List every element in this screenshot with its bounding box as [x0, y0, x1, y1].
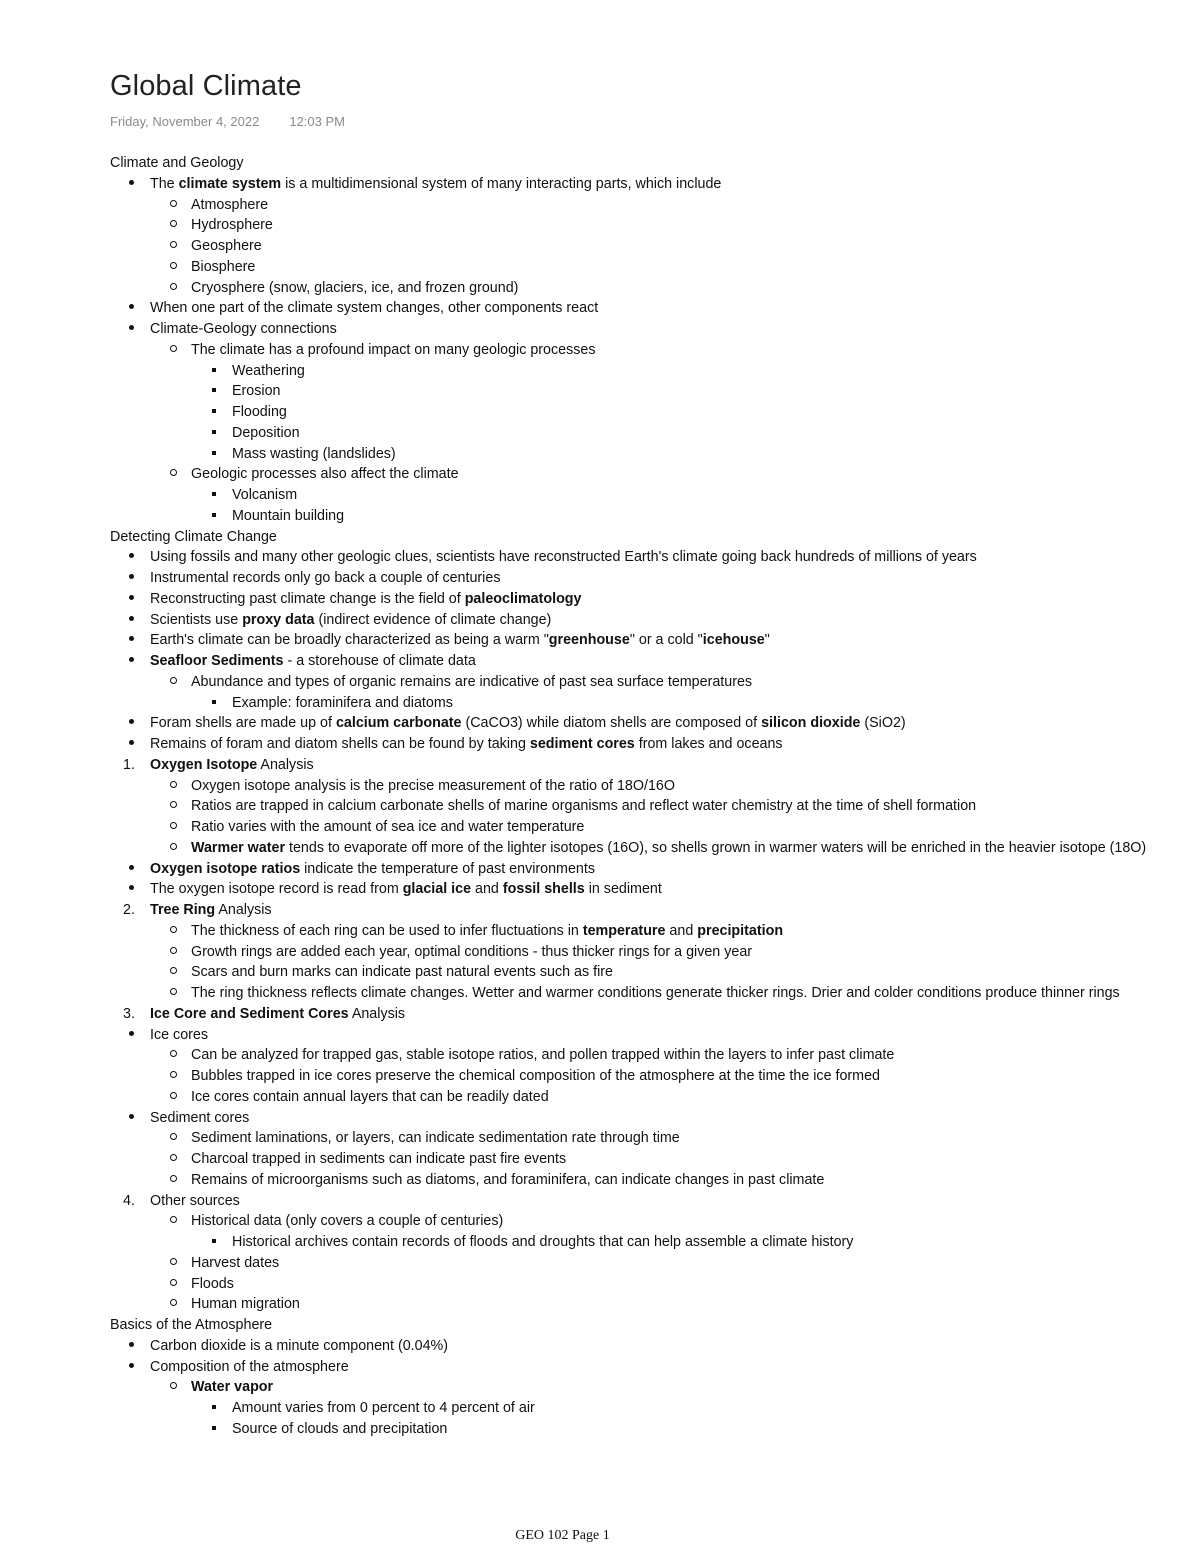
circle-marker-icon [170, 1274, 177, 1295]
text-segment: Ice cores [150, 1026, 209, 1043]
bullet-marker-icon [129, 651, 134, 672]
bullet-marker-icon [129, 713, 134, 734]
circle-marker-icon [170, 1294, 177, 1315]
list-item [110, 1294, 1190, 1315]
list-item [110, 1253, 1190, 1274]
text-segment: Analysis [348, 1005, 406, 1022]
list-item [110, 713, 1190, 734]
bullet-marker-icon [129, 1336, 134, 1357]
text-segment: Charcoal trapped in sediments can indicate past fire events [191, 1151, 567, 1167]
text-segment: and [471, 881, 503, 898]
bullet-marker-icon [129, 1108, 134, 1129]
list-item [110, 215, 1190, 236]
text-segment: Using fossils and many other geologic clues, scientists have reconstructed Earth's climate going back hundreds of millions of years [150, 549, 977, 566]
list-item [110, 693, 1190, 714]
circle-marker-icon [170, 1128, 177, 1149]
page-footer: GEO 102 Page 1 [515, 1528, 610, 1543]
bold-term: Water vapor [191, 1379, 274, 1396]
bold-term: Warmer water [191, 839, 286, 856]
square-marker-icon [212, 1232, 216, 1253]
circle-marker-icon [170, 776, 177, 797]
text-segment: Other sources [150, 1192, 240, 1209]
text-segment: Amount varies from 0 percent to 4 percent of air [232, 1400, 535, 1416]
circle-marker-icon [170, 672, 177, 693]
list-item [110, 1025, 1190, 1046]
bold-term: Ice Core and Sediment Cores [150, 1005, 349, 1022]
list-item [110, 423, 1190, 444]
list-number: 4. [123, 1192, 135, 1209]
list-item [110, 776, 1190, 797]
text-segment: Weathering [232, 362, 305, 379]
text-segment: " or a cold " [629, 632, 703, 649]
list-item [110, 1232, 1190, 1253]
list-item [110, 589, 1190, 610]
text-segment: Scars and burn marks can indicate past natural events such as fire [191, 964, 613, 981]
text-segment: Instrumental records only go back a couple of centuries [150, 570, 501, 586]
text-segment: The climate has a profound impact on many geologic processes [191, 341, 596, 358]
list-item [110, 278, 1190, 299]
list-item [110, 859, 1190, 880]
bold-term: calcium carbonate [335, 715, 462, 732]
text-segment: Climate and Geology [110, 155, 244, 171]
list-item [110, 610, 1190, 631]
circle-marker-icon [170, 983, 177, 1004]
circle-marker-icon [170, 257, 177, 278]
text-segment: tends to evaporate off more of the lighter isotopes (16O), so shells grown in warmer waters will be enriched in the heavier isotope (18O) [285, 839, 1147, 856]
bold-term: climate system [178, 175, 282, 192]
list-number: 3. [123, 1005, 135, 1022]
list-item [110, 672, 1190, 693]
text-segment: Example: foraminifera and diatoms [232, 694, 453, 711]
text-segment: Atmosphere [191, 196, 269, 213]
list-item [110, 1128, 1190, 1149]
text-segment: Ice cores contain annual layers that can be readily dated [191, 1088, 549, 1105]
section-heading [110, 1315, 1190, 1336]
list-item [110, 506, 1190, 527]
text-segment: Harvest dates [191, 1254, 280, 1271]
list-item [110, 547, 1190, 568]
notes-body [110, 153, 1190, 1440]
text-segment: Historical data (only covers a couple of centuries) [191, 1213, 504, 1230]
text-segment: Bubbles trapped in ice cores preserve the chemical composition of the atmosphere at the time the ice formed [191, 1068, 880, 1084]
list-number: 1. [123, 756, 135, 773]
list-item [110, 1377, 1190, 1398]
list-item [110, 1045, 1190, 1066]
text-segment: Deposition [232, 424, 300, 441]
list-item [110, 1398, 1190, 1419]
text-segment: Growth rings are added each year, optimal conditions - thus thicker rings for a given year [191, 943, 753, 960]
text-segment: is a multidimensional system of many interacting parts, which include [281, 175, 722, 192]
text-segment: Remains of microorganisms such as diatoms, and foraminifera, can indicate changes in past climate [191, 1171, 825, 1188]
list-item [110, 1336, 1190, 1357]
square-marker-icon [212, 381, 216, 402]
list-item [110, 879, 1190, 900]
text-segment: Abundance and types of organic remains are indicative of past sea surface temperatures [191, 673, 753, 690]
bold-term: temperature [582, 922, 666, 939]
list-item [110, 485, 1190, 506]
bold-term: glacial ice [402, 881, 472, 898]
text-segment: in sediment [584, 881, 662, 898]
circle-marker-icon [170, 236, 177, 257]
bold-term: paleoclimatology [464, 590, 582, 607]
bold-term: icehouse [702, 632, 765, 649]
list-item [110, 817, 1190, 838]
text-segment: Hydrosphere [191, 217, 273, 234]
list-number: 2. [123, 902, 135, 918]
list-item [110, 1211, 1190, 1232]
list-item [110, 1274, 1190, 1295]
text-segment: Source of clouds and precipitation [232, 1420, 448, 1437]
list-item [110, 298, 1190, 319]
text-segment: Sediment cores [150, 1109, 250, 1126]
text-segment: from lakes and oceans [634, 736, 783, 752]
list-item [110, 900, 1190, 921]
text-segment: " [764, 632, 770, 649]
list-item [110, 838, 1190, 859]
circle-marker-icon [170, 921, 177, 942]
circle-marker-icon [170, 942, 177, 963]
list-item [110, 402, 1190, 423]
circle-marker-icon [170, 1377, 177, 1398]
text-segment: Mountain building [232, 507, 345, 524]
list-item [110, 1357, 1190, 1378]
text-segment: The thickness of each ring can be used to infer fluctuations in [191, 922, 583, 939]
text-segment: Basics of the Atmosphere [110, 1317, 273, 1333]
list-item [110, 942, 1190, 963]
square-marker-icon [212, 361, 216, 382]
page-meta [110, 114, 345, 129]
bullet-marker-icon [129, 174, 134, 195]
text-segment: Scientists use [150, 611, 243, 628]
list-item [110, 734, 1190, 755]
list-item [110, 236, 1190, 257]
page-date: Friday, November 4, 2022 [110, 114, 260, 129]
bold-term: Oxygen isotope ratios [150, 860, 301, 877]
circle-marker-icon [170, 1045, 177, 1066]
text-segment: Mass wasting (landslides) [232, 445, 396, 462]
list-item [110, 921, 1190, 942]
bullet-marker-icon [129, 859, 134, 880]
bullet-marker-icon [129, 298, 134, 319]
text-segment: Flooding [232, 404, 287, 420]
list-item [110, 1087, 1190, 1108]
text-segment: The ring thickness reflects climate changes. Wetter and warmer conditions generate thicker rings. Drier and colder conditions produce thinner rings [191, 985, 1120, 1001]
list-item [110, 983, 1190, 1004]
text-segment: (indirect evidence of climate change) [314, 611, 552, 628]
bullet-marker-icon [129, 1357, 134, 1378]
list-item [110, 1066, 1190, 1087]
text-segment: Analysis [215, 902, 272, 918]
page-title: Global Climate [110, 70, 302, 102]
bullet-marker-icon [129, 319, 134, 340]
square-marker-icon [212, 506, 216, 527]
text-segment: The [150, 175, 179, 192]
circle-marker-icon [170, 1253, 177, 1274]
bold-term: Tree Ring [150, 902, 216, 918]
page-time: 12:03 PM [289, 114, 345, 129]
circle-marker-icon [170, 195, 177, 216]
text-segment: (CaCO3) while diatom shells are composed of [461, 715, 762, 732]
text-segment: Human migration [191, 1296, 300, 1313]
bold-term: greenhouse [548, 632, 630, 649]
circle-marker-icon [170, 1211, 177, 1232]
text-segment: Erosion [232, 383, 281, 400]
list-item [110, 1149, 1190, 1170]
bullet-marker-icon [129, 734, 134, 755]
text-segment: Ratio varies with the amount of sea ice and water temperature [191, 819, 585, 835]
text-segment: Sediment laminations, or layers, can indicate sedimentation rate through time [191, 1130, 680, 1147]
list-item [110, 1170, 1190, 1191]
text-segment: indicate the temperature of past environments [300, 860, 595, 877]
circle-marker-icon [170, 817, 177, 838]
text-segment: Cryosphere (snow, glaciers, ice, and frozen ground) [191, 279, 519, 296]
list-item [110, 1419, 1190, 1440]
list-item [110, 630, 1190, 651]
square-marker-icon [212, 402, 216, 423]
text-segment: Detecting Climate Change [110, 528, 277, 545]
text-segment: (SiO2) [860, 715, 906, 732]
circle-marker-icon [170, 796, 177, 817]
circle-marker-icon [170, 1170, 177, 1191]
square-marker-icon [212, 485, 216, 506]
circle-marker-icon [170, 340, 177, 361]
list-item [110, 1004, 1190, 1025]
text-segment: and [665, 922, 698, 939]
list-item [110, 464, 1190, 485]
circle-marker-icon [170, 1066, 177, 1087]
text-segment: The oxygen isotope record is read from [150, 881, 403, 898]
text-segment: Remains of foram and diatom shells can be found by taking [150, 736, 530, 752]
circle-marker-icon [170, 278, 177, 299]
list-item [110, 1108, 1190, 1129]
list-item [110, 651, 1190, 672]
list-item [110, 381, 1190, 402]
list-item [110, 257, 1190, 278]
text-segment: Geosphere [191, 238, 262, 254]
text-segment: Historical archives contain records of floods and droughts that can help assemble a climate history [232, 1234, 854, 1250]
list-item [110, 195, 1190, 216]
section-heading [110, 527, 1190, 548]
list-item [110, 174, 1190, 195]
bold-term: fossil shells [502, 881, 585, 898]
text-segment: Ratios are trapped in calcium carbonate shells of marine organisms and reflect water chemistry at the time of shell formation [191, 798, 977, 815]
list-item [110, 962, 1190, 983]
text-segment: Floods [191, 1275, 234, 1292]
list-item [110, 319, 1190, 340]
bullet-marker-icon [129, 547, 134, 568]
bold-term: Seafloor Sediments [150, 653, 284, 669]
text-segment: Carbon dioxide is a minute component (0.04%) [150, 1337, 449, 1354]
list-item [110, 361, 1190, 382]
bold-term: silicon dioxide [761, 715, 861, 732]
text-segment: Geologic processes also affect the climate [191, 466, 459, 483]
text-segment: When one part of the climate system changes, other components react [150, 300, 599, 317]
text-segment: Analysis [257, 756, 314, 773]
text-segment: Can be analyzed for trapped gas, stable isotope ratios, and pollen trapped within the layers to infer past climate [191, 1047, 895, 1064]
bullet-marker-icon [129, 610, 134, 631]
text-segment: - a storehouse of climate data [283, 653, 476, 669]
circle-marker-icon [170, 464, 177, 485]
square-marker-icon [212, 1398, 216, 1419]
circle-marker-icon [170, 215, 177, 236]
square-marker-icon [212, 444, 216, 465]
list-item [110, 568, 1190, 589]
bullet-marker-icon [129, 1025, 134, 1046]
bold-term: proxy data [242, 611, 315, 628]
list-item [110, 340, 1190, 361]
list-item [110, 796, 1190, 817]
text-segment: Climate-Geology connections [150, 321, 337, 337]
square-marker-icon [212, 423, 216, 444]
square-marker-icon [212, 1419, 216, 1440]
text-segment: Reconstructing past climate change is the field of [150, 590, 465, 607]
bold-term: precipitation [697, 922, 784, 939]
list-item [110, 444, 1190, 465]
text-segment: Earth's climate can be broadly characterized as being a warm " [150, 632, 549, 649]
circle-marker-icon [170, 1087, 177, 1108]
bullet-marker-icon [129, 568, 134, 589]
circle-marker-icon [170, 1149, 177, 1170]
bullet-marker-icon [129, 879, 134, 900]
circle-marker-icon [170, 838, 177, 859]
list-item [110, 755, 1190, 776]
text-segment: Composition of the atmosphere [150, 1358, 349, 1375]
text-segment: Oxygen isotope analysis is the precise measurement of the ratio of 18O/16O [191, 777, 675, 794]
circle-marker-icon [170, 962, 177, 983]
text-segment: Foram shells are made up of [150, 715, 336, 732]
bold-term: sediment cores [529, 736, 635, 752]
bullet-marker-icon [129, 589, 134, 610]
section-heading [110, 153, 1190, 174]
bold-term: Oxygen Isotope [150, 756, 258, 773]
bullet-marker-icon [129, 630, 134, 651]
square-marker-icon [212, 693, 216, 714]
text-segment: Volcanism [232, 487, 298, 503]
list-item [110, 1191, 1190, 1212]
text-segment: Biosphere [191, 258, 256, 275]
